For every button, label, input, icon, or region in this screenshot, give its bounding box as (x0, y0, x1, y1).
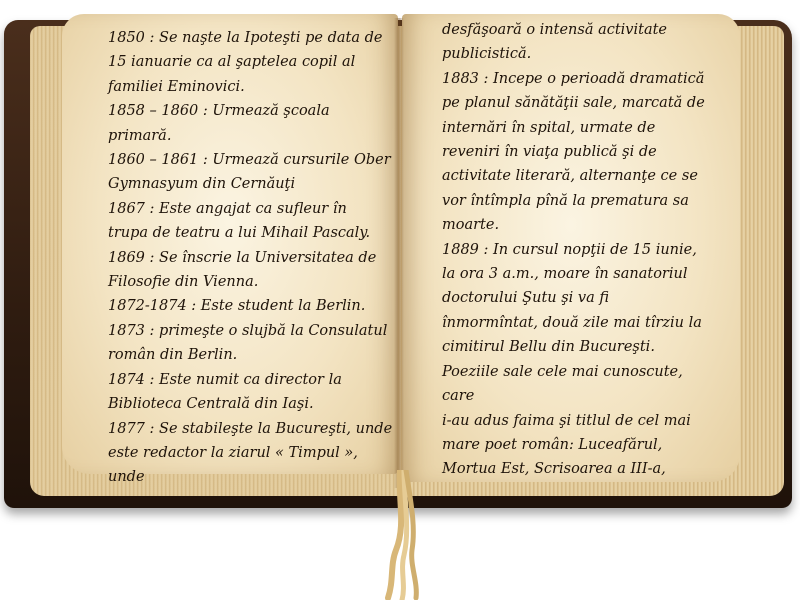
book-gutter (394, 18, 404, 488)
bookmark-ribbon-icon (384, 470, 424, 600)
right-page-text: desfăşoară o intensă activitate publicistică. 1883 : Incepe o perioadă dramatică pe planul sănătăţii sale, marcată de internări în spital, urmate de reveniri în viaţa publică şi de activitate literară, alternanţe ce se vor întîmpla pînă la prematura sa moarte. 1889 : In cursul nopţii de 15 iunie, la ora 3 a.m., moare în sanatoriul doctorului Şutu şi va fi înmormîntat, două zile mai tîrziu la cimitirul Bellu din Bucureşti. Poeziile sale cele mai cunoscute, care i-au adus faima şi titlul de cel mai mare poet român: Luceafărul, Mortua Est, Scrisoarea a III-a, (442, 22, 705, 478)
left-page-text: 1850 : Se naşte la Ipoteşti pe data de 15 ianuarie ca al şaptelea copil al familiei Eminovici. 1858 – 1860 : Urmează şcoala primară. 1860 – 1861 : Urmează cursurile Ober Gymnasyum din Cernăuţi 1867 : Este angajat ca sufleur în trupa de teatru a lui Mihail Pascaly. 1869 : Se înscrie la Universitatea de Filosofie din Vienna. 1872-1874 : Este student la Berlin. 1873 : primeşte o slujbă la Consulatul român din Berlin. 1874 : Este numit ca director la Biblioteca Centrală din Iaşi. 1877 : Se stabileşte la Bucureşti, unde este redactor la ziarul « Timpul », unde (108, 30, 393, 486)
